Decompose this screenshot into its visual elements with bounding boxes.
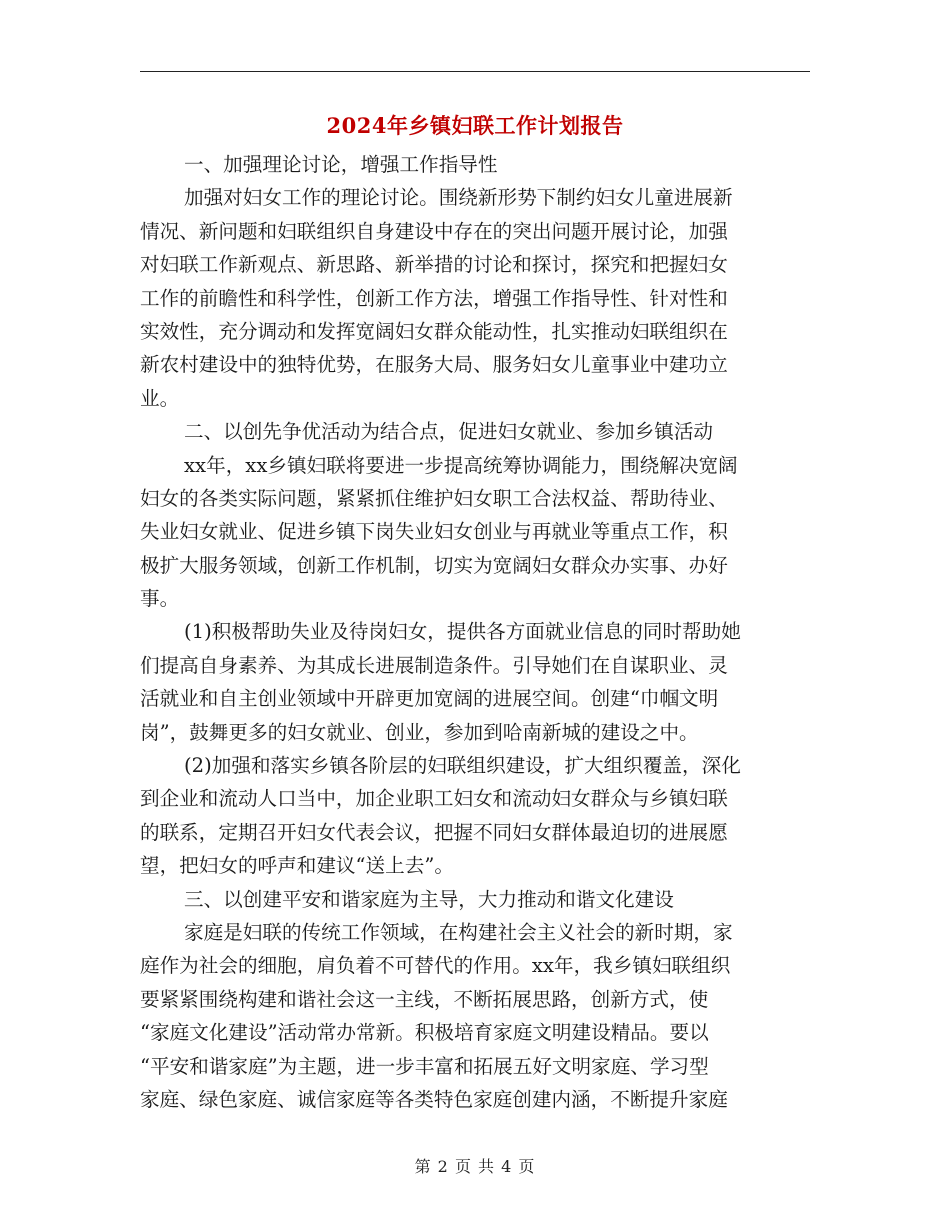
text-line: “家庭文化建设”活动常办常新。积极培育家庭文明建设精品。要以 <box>140 1021 709 1045</box>
text-line: 业。 <box>140 386 180 410</box>
text-line: 三、以创建平安和谐家庭为主导，大力推动和谐文化建设 <box>184 887 674 911</box>
text-line: 情况、新问题和妇联组织自身建设中存在的突出问题开展讨论，加强 <box>140 219 728 243</box>
text-line: 实效性，充分调动和发挥宽阔妇女群众能动性，扎实推动妇联组织在 <box>140 319 728 343</box>
text-line: 事。 <box>140 587 180 611</box>
text-line: 对妇联工作新观点、新思路、新举措的讨论和探讨，探究和把握妇女 <box>140 253 728 277</box>
header-rule <box>140 71 810 72</box>
text-line: 庭作为社会的细胞，肩负着不可替代的作用。xx年，我乡镇妇联组织 <box>140 954 731 978</box>
text-line: 家庭、绿色家庭、诚信家庭等各类特色家庭创建内涵，不断提升家庭 <box>140 1087 728 1111</box>
text-line: 妇女的各类实际问题，紧紧抓住维护妇女职工合法权益、帮助待业、 <box>140 486 728 510</box>
text-line: 工作的前瞻性和科学性，创新工作方法，增强工作指导性、针对性和 <box>140 286 728 310</box>
text-line: xx年，xx乡镇妇联将要进一步提高统筹协调能力，围绕解决宽阔 <box>184 453 738 477</box>
text-line: 极扩大服务领域，创新工作机制，切实为宽阔妇女群众办实事、办好 <box>140 553 728 577</box>
text-line: “平安和谐家庭”为主题，进一步丰富和拓展五好文明家庭、学习型 <box>140 1054 709 1078</box>
page-number: 第 2 页 共 4 页 <box>414 1157 536 1176</box>
text-line: 的联系，定期召开妇女代表会议，把握不同妇女群体最迫切的进展愿 <box>140 820 728 844</box>
text-line: 活就业和自主创业领域中开辟更加宽阔的进展空间。创建“巾帼文明 <box>140 687 719 711</box>
document-body <box>140 148 810 1116</box>
text-line: 们提高自身素养、为其成长进展制造条件。引导她们在自谋职业、灵 <box>140 653 728 677</box>
text-line: 家庭是妇联的传统工作领域，在构建社会主义社会的新时期，家 <box>184 920 733 944</box>
text-line: 岗”，鼓舞更多的妇女就业、创业，参加到哈南新城的建设之中。 <box>140 720 699 744</box>
text-line: 要紧紧围绕构建和谐社会这一主线，不断拓展思路，创新方式，使 <box>140 987 709 1011</box>
text-line: 到企业和流动人口当中，加企业职工妇女和流动妇女群众与乡镇妇联 <box>140 787 728 811</box>
text-line: 加强对妇女工作的理论讨论。围绕新形势下制约妇女儿童进展新 <box>184 186 733 210</box>
text-line: (1)积极帮助失业及待岗妇女，提供各方面就业信息的同时帮助她 <box>184 620 741 644</box>
text-line: 一、加强理论讨论，增强工作指导性 <box>184 153 498 176</box>
text-line: 望，把妇女的呼声和建议“送上去”。 <box>140 854 454 878</box>
text-line: 新农村建设中的独特优势，在服务大局、服务妇女儿童事业中建功立 <box>140 353 728 377</box>
text-line: (2)加强和落实乡镇各阶层的妇联组织建设，扩大组织覆盖，深化 <box>184 754 741 778</box>
document-title: 2024年乡镇妇联工作计划报告 <box>326 113 624 138</box>
text-line: 二、以创先争优活动为结合点，促进妇女就业、参加乡镇活动 <box>184 420 714 444</box>
text-line: 失业妇女就业、促进乡镇下岗失业妇女创业与再就业等重点工作，积 <box>140 520 728 544</box>
